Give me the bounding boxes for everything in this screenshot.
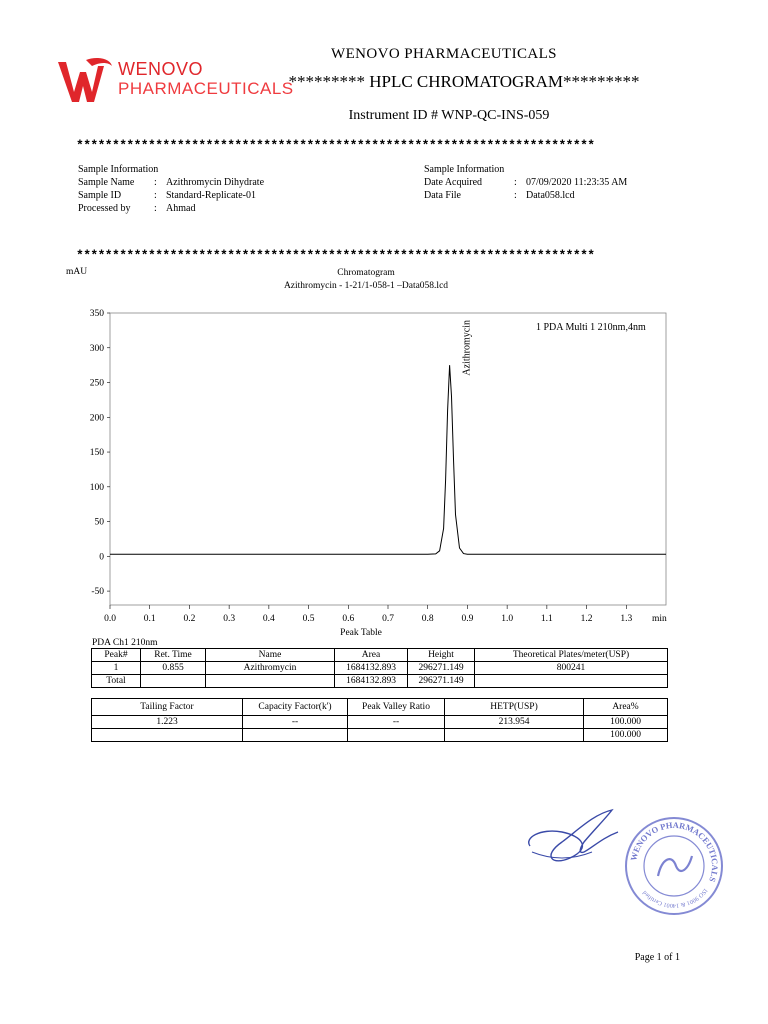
company-name: WENOVO PHARMACEUTICALS [331, 46, 557, 62]
y-tick-label: 200 [89, 413, 104, 424]
x-tick-label: 0.1 [143, 614, 156, 624]
sample-name-value: Azithromycin Dihydrate [166, 177, 265, 188]
peak-table [91, 648, 668, 688]
page-number: Page 1 of 1 [634, 952, 680, 963]
stamp-text: WENOVO PHARMACEUTICALS [628, 819, 721, 884]
sample-info-left [78, 163, 378, 215]
y-axis-unit: mAU [66, 267, 88, 277]
stamp-subtext: ISO 9001 & 14001 Certified [641, 887, 708, 909]
y-tick-label: 300 [89, 343, 104, 354]
x-tick-label: 1.1 [540, 614, 553, 624]
x-tick-label: 0.2 [183, 614, 196, 624]
x-tick-label: 0.9 [461, 614, 474, 624]
sample-info-heading: Sample Information [424, 164, 505, 175]
plot-frame [110, 313, 666, 605]
sample-id-value: Standard-Replicate-01 [166, 190, 256, 201]
info-row: Sample Name : Azithromycin Dihydrate [78, 177, 265, 188]
table-header-row [92, 649, 668, 662]
signature [522, 808, 622, 870]
peak-table-channel: PDA Ch1 210nm [92, 638, 158, 648]
x-tick-label: 0.4 [262, 614, 275, 624]
date-acquired-value: 07/09/2020 11:23:35 AM [526, 177, 628, 188]
separator-top: ************************************************************************ [76, 138, 595, 153]
report-title: ********* HPLC CHROMATOGRAM********* [288, 72, 640, 91]
data-file-value: Data058.lcd [526, 190, 575, 201]
table-row: 1 0.855 Azithromycin 1684132.893 296271.149 800241 [92, 662, 668, 675]
table-row: Total 1684132.893 296271.149 [92, 675, 668, 688]
col-header: Theoretical Plates/meter(USP) [475, 649, 668, 662]
col-header: Area% [584, 699, 668, 716]
y-tick-label: 50 [94, 517, 104, 528]
y-tick-label: 350 [89, 309, 104, 319]
col-header: Height [408, 649, 475, 662]
col-header: Tailing Factor [92, 699, 243, 716]
chromatogram-trace [110, 365, 666, 554]
chromatogram-chart [0, 295, 768, 635]
chart-legend: 1 PDA Multi 1 210nm,4nm [536, 322, 646, 333]
x-axis [104, 605, 632, 624]
table-row: 1.223 -- -- 213.954 100.000 [92, 716, 668, 729]
company-stamp [622, 814, 726, 918]
x-tick-label: 1.3 [620, 614, 633, 624]
x-tick-label: 0.0 [104, 614, 116, 624]
x-tick-label: 0.3 [223, 614, 236, 624]
separator-mid: ************************************************************************ [76, 248, 595, 263]
peak-table-title: Peak Table [340, 628, 382, 638]
col-header: Name [206, 649, 335, 662]
y-tick-label: 0 [99, 552, 104, 563]
x-tick-label: 0.8 [421, 614, 434, 624]
info-row: Sample ID : Standard-Replicate-01 [78, 190, 256, 201]
x-tick-label: 0.6 [342, 614, 355, 624]
sample-info-heading: Sample Information [78, 164, 159, 175]
peak-label: Azithromycin [461, 320, 473, 376]
y-axis [90, 309, 110, 597]
col-header: Peak# [92, 649, 141, 662]
x-tick-label: 1.0 [501, 614, 514, 624]
info-row: Processed by : Ahmad [78, 203, 196, 214]
sample-info-right [424, 163, 704, 202]
table-header-row [92, 699, 668, 716]
x-axis-unit: min [652, 614, 667, 624]
peak-stats-table [91, 698, 668, 742]
y-tick-label: 100 [89, 482, 104, 493]
y-tick-label: 250 [89, 378, 104, 389]
col-header: Area [335, 649, 408, 662]
info-row: Date Acquired : 07/09/2020 11:23:35 AM [424, 177, 628, 188]
logo-line1: WENOVO [118, 59, 204, 79]
x-tick-label: 0.5 [302, 614, 315, 624]
chart-title: Chromatogram [337, 268, 395, 278]
x-tick-label: 0.7 [382, 614, 394, 624]
col-header: Peak Valley Ratio [348, 699, 445, 716]
col-header: Ret. Time [141, 649, 206, 662]
logo-line2: PHARMACEUTICALS [118, 79, 294, 98]
processed-by-value: Ahmad [166, 203, 196, 214]
x-tick-label: 1.2 [580, 614, 593, 624]
y-tick-label: -50 [91, 587, 104, 598]
table-row: 100.000 [92, 729, 668, 742]
col-header: Capacity Factor(k') [243, 699, 348, 716]
col-header: HETP(USP) [445, 699, 584, 716]
chart-subtitle: Azithromycin - 1-21/1-058-1 –Data058.lcd [283, 281, 449, 291]
info-row: Data File : Data058.lcd [424, 190, 575, 201]
instrument-id: Instrument ID # WNP-QC-INS-059 [348, 108, 550, 123]
y-tick-label: 150 [89, 448, 104, 459]
